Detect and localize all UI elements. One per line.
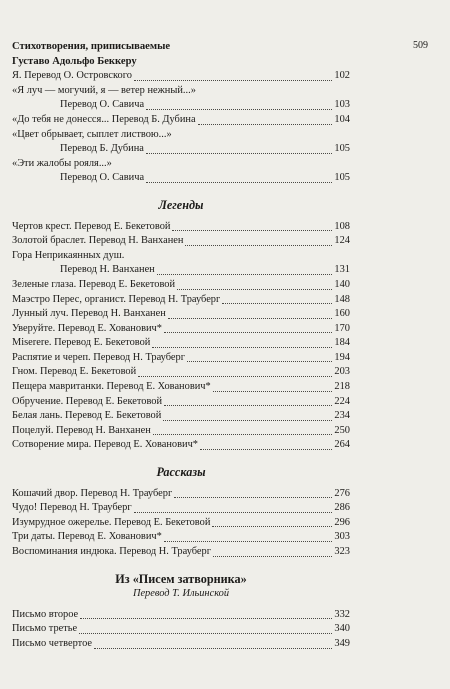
toc-entry bbox=[12, 516, 350, 531]
toc-entry-title: Перевод О. Савича bbox=[60, 99, 145, 111]
table-of-contents bbox=[12, 40, 350, 652]
toc-entry-page: 303 bbox=[334, 531, 350, 543]
dot-leader bbox=[213, 556, 332, 557]
toc-entry-title: Зеленые глаза. Перевод Е. Бекетовой bbox=[12, 278, 176, 290]
dot-leader bbox=[174, 497, 332, 498]
toc-entry-title: Кошачий двор. Перевод Н. Трауберг bbox=[12, 487, 173, 499]
toc-entry bbox=[12, 501, 350, 516]
attributed-poems-list bbox=[12, 69, 350, 186]
toc-entry-title: Я. Перевод О. Островского bbox=[12, 70, 132, 82]
toc-entry-page: 102 bbox=[334, 70, 350, 82]
toc-entry-title: Чудо! Перевод Н. Трауберг bbox=[12, 502, 132, 514]
stories-list bbox=[12, 487, 350, 560]
letters-heading: Из «Писем затворника» bbox=[115, 571, 247, 586]
toc-entry bbox=[12, 142, 350, 157]
dot-leader bbox=[213, 391, 333, 392]
dot-leader bbox=[172, 230, 332, 231]
dot-leader bbox=[212, 526, 332, 527]
toc-entry-title: Поцелуй. Перевод Н. Ванханен bbox=[12, 424, 151, 436]
toc-entry bbox=[12, 622, 350, 637]
dot-leader bbox=[185, 245, 332, 246]
toc-entry bbox=[12, 409, 350, 424]
dot-leader bbox=[79, 633, 332, 634]
toc-entry-title: Уверуйте. Перевод Е. Хованович* bbox=[12, 322, 162, 334]
toc-entry-page: 140 bbox=[334, 278, 350, 290]
toc-entry bbox=[12, 171, 350, 186]
toc-entry-title: Перевод Н. Ванханен bbox=[60, 264, 155, 276]
dot-leader bbox=[138, 376, 332, 377]
toc-entry bbox=[12, 234, 350, 249]
toc-entry-title: Перевод О. Савича bbox=[60, 172, 145, 184]
toc-entry-page: 104 bbox=[334, 113, 350, 125]
toc-entry-page: 160 bbox=[334, 308, 350, 320]
dot-leader bbox=[94, 648, 332, 649]
toc-entry-page: 103 bbox=[334, 99, 350, 111]
toc-entry bbox=[12, 307, 350, 322]
toc-entry bbox=[12, 424, 350, 439]
toc-entry-page: 131 bbox=[334, 264, 350, 276]
dot-leader bbox=[187, 361, 332, 362]
toc-entry-page: 170 bbox=[334, 322, 350, 334]
legends-list bbox=[12, 220, 350, 454]
toc-entry-page: 105 bbox=[334, 172, 350, 184]
toc-entry-text: Гора Неприкаянных душ. bbox=[12, 249, 125, 261]
toc-entry-page: 349 bbox=[334, 637, 350, 649]
dot-leader bbox=[168, 318, 333, 319]
toc-entry bbox=[12, 608, 350, 623]
toc-entry bbox=[12, 438, 350, 453]
toc-entry-page: 276 bbox=[334, 487, 350, 499]
toc-entry-title: Золотой браслет. Перевод Н. Ванханен bbox=[12, 235, 184, 247]
toc-entry bbox=[12, 637, 350, 652]
toc-entry-title: Лунный луч. Перевод Н. Ванханен bbox=[12, 308, 166, 320]
toc-entry-title: Маэстро Перес, органист. Перевод Н. Трауберг bbox=[12, 293, 221, 305]
toc-entry-page: 124 bbox=[334, 235, 350, 247]
dot-leader bbox=[164, 405, 332, 406]
dot-leader bbox=[146, 182, 332, 183]
toc-entry-page: 234 bbox=[334, 410, 350, 422]
dot-leader bbox=[152, 347, 332, 348]
toc-entry-page: 340 bbox=[334, 623, 350, 635]
toc-entry bbox=[12, 113, 350, 128]
toc-entry bbox=[12, 336, 350, 351]
toc-entry bbox=[12, 351, 350, 366]
toc-entry bbox=[12, 530, 350, 545]
letters-translator: Перевод Т. Ильинской bbox=[132, 588, 230, 600]
toc-entry-text: «Цвет обрывает, сыплет листвою...» bbox=[12, 128, 172, 140]
toc-entry-title: Обручение. Перевод Е. Бекетовой bbox=[12, 395, 163, 407]
toc-entry-title: Письмо четвертое bbox=[12, 637, 93, 649]
toc-entry-title: Пещера мавританки. Перевод Е. Хованович* bbox=[12, 381, 211, 393]
toc-entry bbox=[12, 322, 350, 337]
toc-entry-text: «Эти жалобы рояля...» bbox=[12, 157, 112, 169]
toc-entry-title: Miserere. Перевод Е. Бекетовой bbox=[12, 337, 151, 349]
toc-entry bbox=[12, 487, 350, 502]
toc-entry-title: Распятие и череп. Перевод Н. Трауберг bbox=[12, 351, 185, 363]
toc-entry-page: 264 bbox=[334, 439, 350, 451]
toc-entry-page: 323 bbox=[334, 546, 350, 557]
toc-entry-title: Чертов крест. Перевод Е. Бекетовой bbox=[12, 220, 171, 232]
toc-entry-title: Письмо второе bbox=[12, 608, 79, 620]
toc-entry bbox=[12, 263, 350, 278]
toc-entry-title: Перевод Б. Дубина bbox=[60, 143, 144, 155]
dot-leader bbox=[163, 420, 332, 421]
toc-entry bbox=[12, 293, 350, 308]
toc-entry-title: Гном. Перевод Е. Бекетовой bbox=[12, 366, 137, 378]
toc-entry-page: 148 bbox=[334, 293, 350, 305]
toc-entry-title: Воспоминания индюка. Перевод Н. Трауберг bbox=[12, 546, 211, 557]
toc-entry-title: Белая лань. Перевод Е. Бекетовой bbox=[12, 410, 162, 422]
dot-leader bbox=[134, 512, 333, 513]
toc-entry-page: 184 bbox=[334, 337, 350, 349]
toc-entry-page: 250 bbox=[334, 424, 350, 436]
dot-leader bbox=[157, 274, 333, 275]
legends-heading: Легенды bbox=[158, 197, 204, 212]
toc-entry-text: «Я луч — могучий, я — ветер нежный...» bbox=[12, 84, 196, 96]
dot-leader bbox=[134, 80, 332, 81]
toc-entry-title: Письмо третье bbox=[12, 623, 78, 635]
dot-leader bbox=[146, 109, 332, 110]
dot-leader bbox=[146, 153, 333, 154]
toc-entry-page: 224 bbox=[334, 395, 350, 407]
toc-entry-title: «До тебя не донесся... Перевод Б. Дубина bbox=[12, 113, 196, 125]
toc-entry-title: Сотворение мира. Перевод Е. Хованович* bbox=[12, 439, 198, 451]
toc-entry bbox=[12, 380, 350, 395]
toc-entry bbox=[12, 395, 350, 410]
dot-leader bbox=[153, 434, 333, 435]
toc-entry-page: 286 bbox=[334, 502, 350, 514]
toc-entry-page: 105 bbox=[334, 143, 350, 155]
dot-leader bbox=[200, 449, 332, 450]
toc-entry-page: 194 bbox=[334, 351, 350, 363]
toc-entry bbox=[12, 98, 350, 113]
toc-entry-title: Изумрудное ожерелье. Перевод Е. Бекетовой bbox=[12, 516, 211, 528]
attributed-poems-title-line2: Густаво Адольфо Беккеру bbox=[12, 55, 137, 67]
toc-entry-page: 203 bbox=[334, 366, 350, 378]
dot-leader bbox=[164, 332, 332, 333]
toc-entry bbox=[12, 220, 350, 235]
toc-entry-page: 108 bbox=[334, 220, 350, 232]
stories-heading: Рассказы bbox=[156, 465, 206, 480]
toc-entry bbox=[12, 545, 350, 560]
dot-leader bbox=[222, 303, 332, 304]
page-number: 509 bbox=[413, 40, 428, 51]
toc-entry-title: Три даты. Перевод Е. Хованович* bbox=[12, 531, 162, 543]
toc-entry-page: 332 bbox=[334, 608, 350, 620]
toc-entry-page: 296 bbox=[334, 516, 350, 528]
attributed-poems-title-line1: Стихотворения, приписываемые bbox=[12, 41, 171, 52]
letters-list bbox=[12, 608, 350, 652]
dot-leader bbox=[80, 618, 332, 619]
dot-leader bbox=[164, 541, 333, 542]
toc-entry bbox=[12, 69, 350, 84]
toc-entry bbox=[12, 278, 350, 293]
toc-entry-page: 218 bbox=[334, 381, 350, 393]
toc-entry bbox=[12, 365, 350, 380]
dot-leader bbox=[198, 124, 333, 125]
dot-leader bbox=[177, 289, 332, 290]
